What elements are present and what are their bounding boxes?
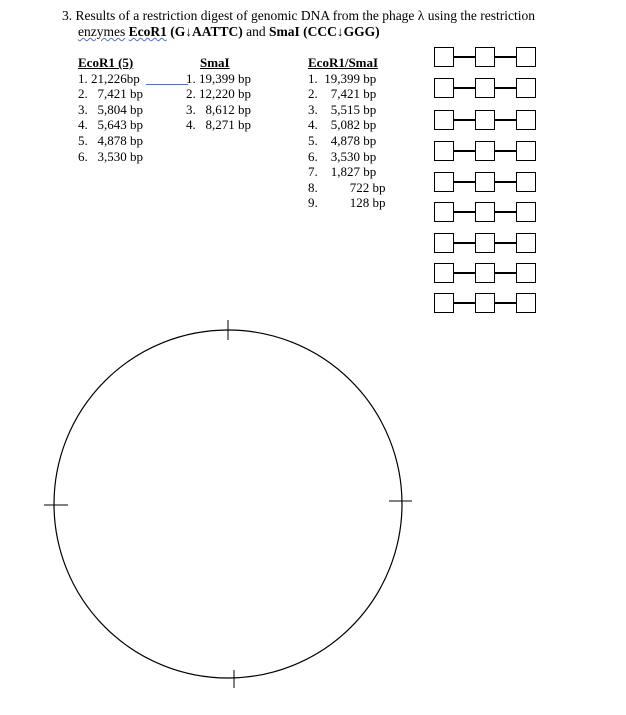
ecor1-fragment-row: 4. 5,643 bp [78,117,143,133]
chain-link [454,272,475,274]
double-digest-row: 7. 1,827 bp [308,164,377,180]
answer-box[interactable] [434,172,454,192]
answer-box[interactable] [434,110,454,130]
chain-link [454,87,475,89]
plasmid-map-circle[interactable] [40,318,420,690]
chain-link [495,302,516,304]
underline-connector [146,84,188,85]
smai-fragment-row: 2. 12,220 bp [186,86,251,102]
ecor1-header: EcoR1 (5) [78,55,134,70]
chain-link [454,56,475,58]
answer-box-chain [434,110,538,132]
answer-box-chain [434,141,538,163]
smai-fragment-row: 3. 8,612 bp [186,101,251,117]
double-digest-row: 5. 4,878 bp [308,132,377,148]
answer-box-chain [434,47,538,69]
double-digest-fragment-list [308,55,386,211]
answer-box[interactable] [516,263,536,283]
answer-box[interactable] [475,78,495,98]
chain-link [454,302,475,304]
answer-box-chain [434,293,538,315]
smai-header: SmaI [200,55,230,70]
question-text-line2 [78,24,380,40]
answer-box[interactable] [516,141,536,161]
chain-link [495,56,516,58]
chain-link [495,150,516,152]
answer-box-chain [434,233,538,255]
chain-link [454,181,475,183]
double-digest-row: 4. 5,082 bp [308,117,377,133]
answer-box[interactable] [434,202,454,222]
question-text-line1: 3. Results of a restriction digest of genomic DNA from the phage λ using the restriction [62,8,535,23]
chain-link [454,119,475,121]
answer-box[interactable] [516,47,536,67]
smai-fragment-row: 1. 19,399 bp [186,70,251,86]
answer-box[interactable] [434,263,454,283]
answer-box-chain [434,78,538,100]
chain-link [495,211,516,213]
answer-box[interactable] [475,110,495,130]
chain-link [454,211,475,213]
ecor1-fragment-row: 5. 4,878 bp [78,132,143,148]
answer-box[interactable] [516,78,536,98]
double-digest-header: EcoR1/SmaI [308,55,379,70]
answer-box[interactable] [434,78,454,98]
answer-box[interactable] [434,293,454,313]
answer-box[interactable] [516,172,536,192]
answer-box-chain [434,202,538,224]
answer-box[interactable] [475,202,495,222]
chain-link [495,181,516,183]
chain-link [495,272,516,274]
ecor1-fragment-row: 3. 5,804 bp [78,101,143,117]
answer-box[interactable] [475,263,495,283]
answer-box[interactable] [516,110,536,130]
answer-box[interactable] [475,293,495,313]
smai-fragment-list [186,55,251,133]
double-digest-row: 9. 128 bp [308,195,386,211]
double-digest-row: 6. 3,530 bp [308,148,377,164]
chain-link [454,242,475,244]
answer-box[interactable] [434,141,454,161]
ecor1-fragment-row: 1. 21,226bp [78,70,140,86]
chain-link [495,119,516,121]
double-digest-row: 3. 5,515 bp [308,101,377,117]
question-and-word: and [246,24,266,39]
ecor1-fragment-list [78,55,143,164]
answer-box[interactable] [475,233,495,253]
question-site-smai: (CCC↓GGG) [303,24,380,39]
answer-box[interactable] [434,233,454,253]
answer-box[interactable] [516,202,536,222]
question-site-ecor1: (G↓AATTC) [170,24,243,39]
question-enzymes-word: enzymes [78,24,126,39]
chain-link [495,87,516,89]
double-digest-row: 1. 19,399 bp [308,70,377,86]
answer-box-chain [434,263,538,285]
answer-box[interactable] [475,141,495,161]
chain-link [495,242,516,244]
answer-box[interactable] [475,172,495,192]
ecor1-fragment-row: 2. 7,421 bp [78,86,143,102]
answer-box[interactable] [516,233,536,253]
ecor1-fragment-row: 6. 3,530 bp [78,148,143,164]
map-circle [54,330,402,678]
question-enzyme-ecor1: EcoR1 [128,24,167,39]
answer-box-chain [434,172,538,194]
double-digest-row: 2. 7,421 bp [308,86,377,102]
double-digest-row: 8. 722 bp [308,179,386,195]
answer-box[interactable] [516,293,536,313]
question-enzyme-smai: SmaI [268,24,300,39]
chain-link [454,150,475,152]
answer-box[interactable] [434,47,454,67]
smai-fragment-row: 4. 8,271 bp [186,117,251,133]
answer-box[interactable] [475,47,495,67]
